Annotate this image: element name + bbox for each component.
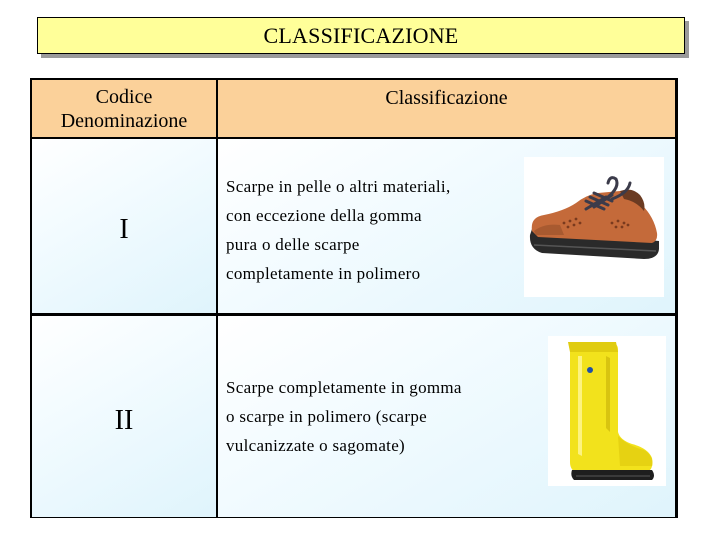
slide-title-text: CLASSIFICAZIONE [263, 22, 459, 48]
row-1-description [226, 172, 451, 288]
row-1-description-line: completamente in polimero [226, 264, 421, 283]
row-1-code-cell [32, 139, 216, 313]
header-code-line2: Denominazione [60, 109, 188, 132]
row-divider [32, 313, 675, 316]
header-classification [218, 80, 675, 137]
row-2-code-cell [32, 316, 216, 517]
row-1-description-cell [218, 139, 675, 313]
slide-title [37, 17, 685, 54]
row-1-code: I [119, 214, 129, 245]
row-2-description-line: vulcanizzate o sagomate) [226, 436, 406, 455]
row-2-code: II [114, 404, 134, 436]
classification-table [30, 78, 678, 518]
row-2-description-line: Scarpe completamente in gomma [226, 378, 462, 397]
rubber-boot-icon [548, 336, 666, 486]
row-2-description-line: o scarpe in polimero (scarpe [226, 407, 427, 426]
row-1-description-line: Scarpe in pelle o altri materiali, [226, 177, 451, 196]
header-code [32, 80, 216, 137]
header-classification-text: Classificazione [385, 87, 508, 109]
column-divider [216, 80, 218, 517]
row-2-description-cell [218, 316, 675, 517]
row-1-description-line: pura o delle scarpe [226, 235, 360, 254]
header-divider [32, 137, 675, 139]
row-1-description-line: con eccezione della gomma [226, 206, 422, 225]
header-code-line1: Codice [95, 85, 153, 108]
leather-shoe-icon [524, 157, 664, 297]
row-2-description [226, 373, 462, 460]
